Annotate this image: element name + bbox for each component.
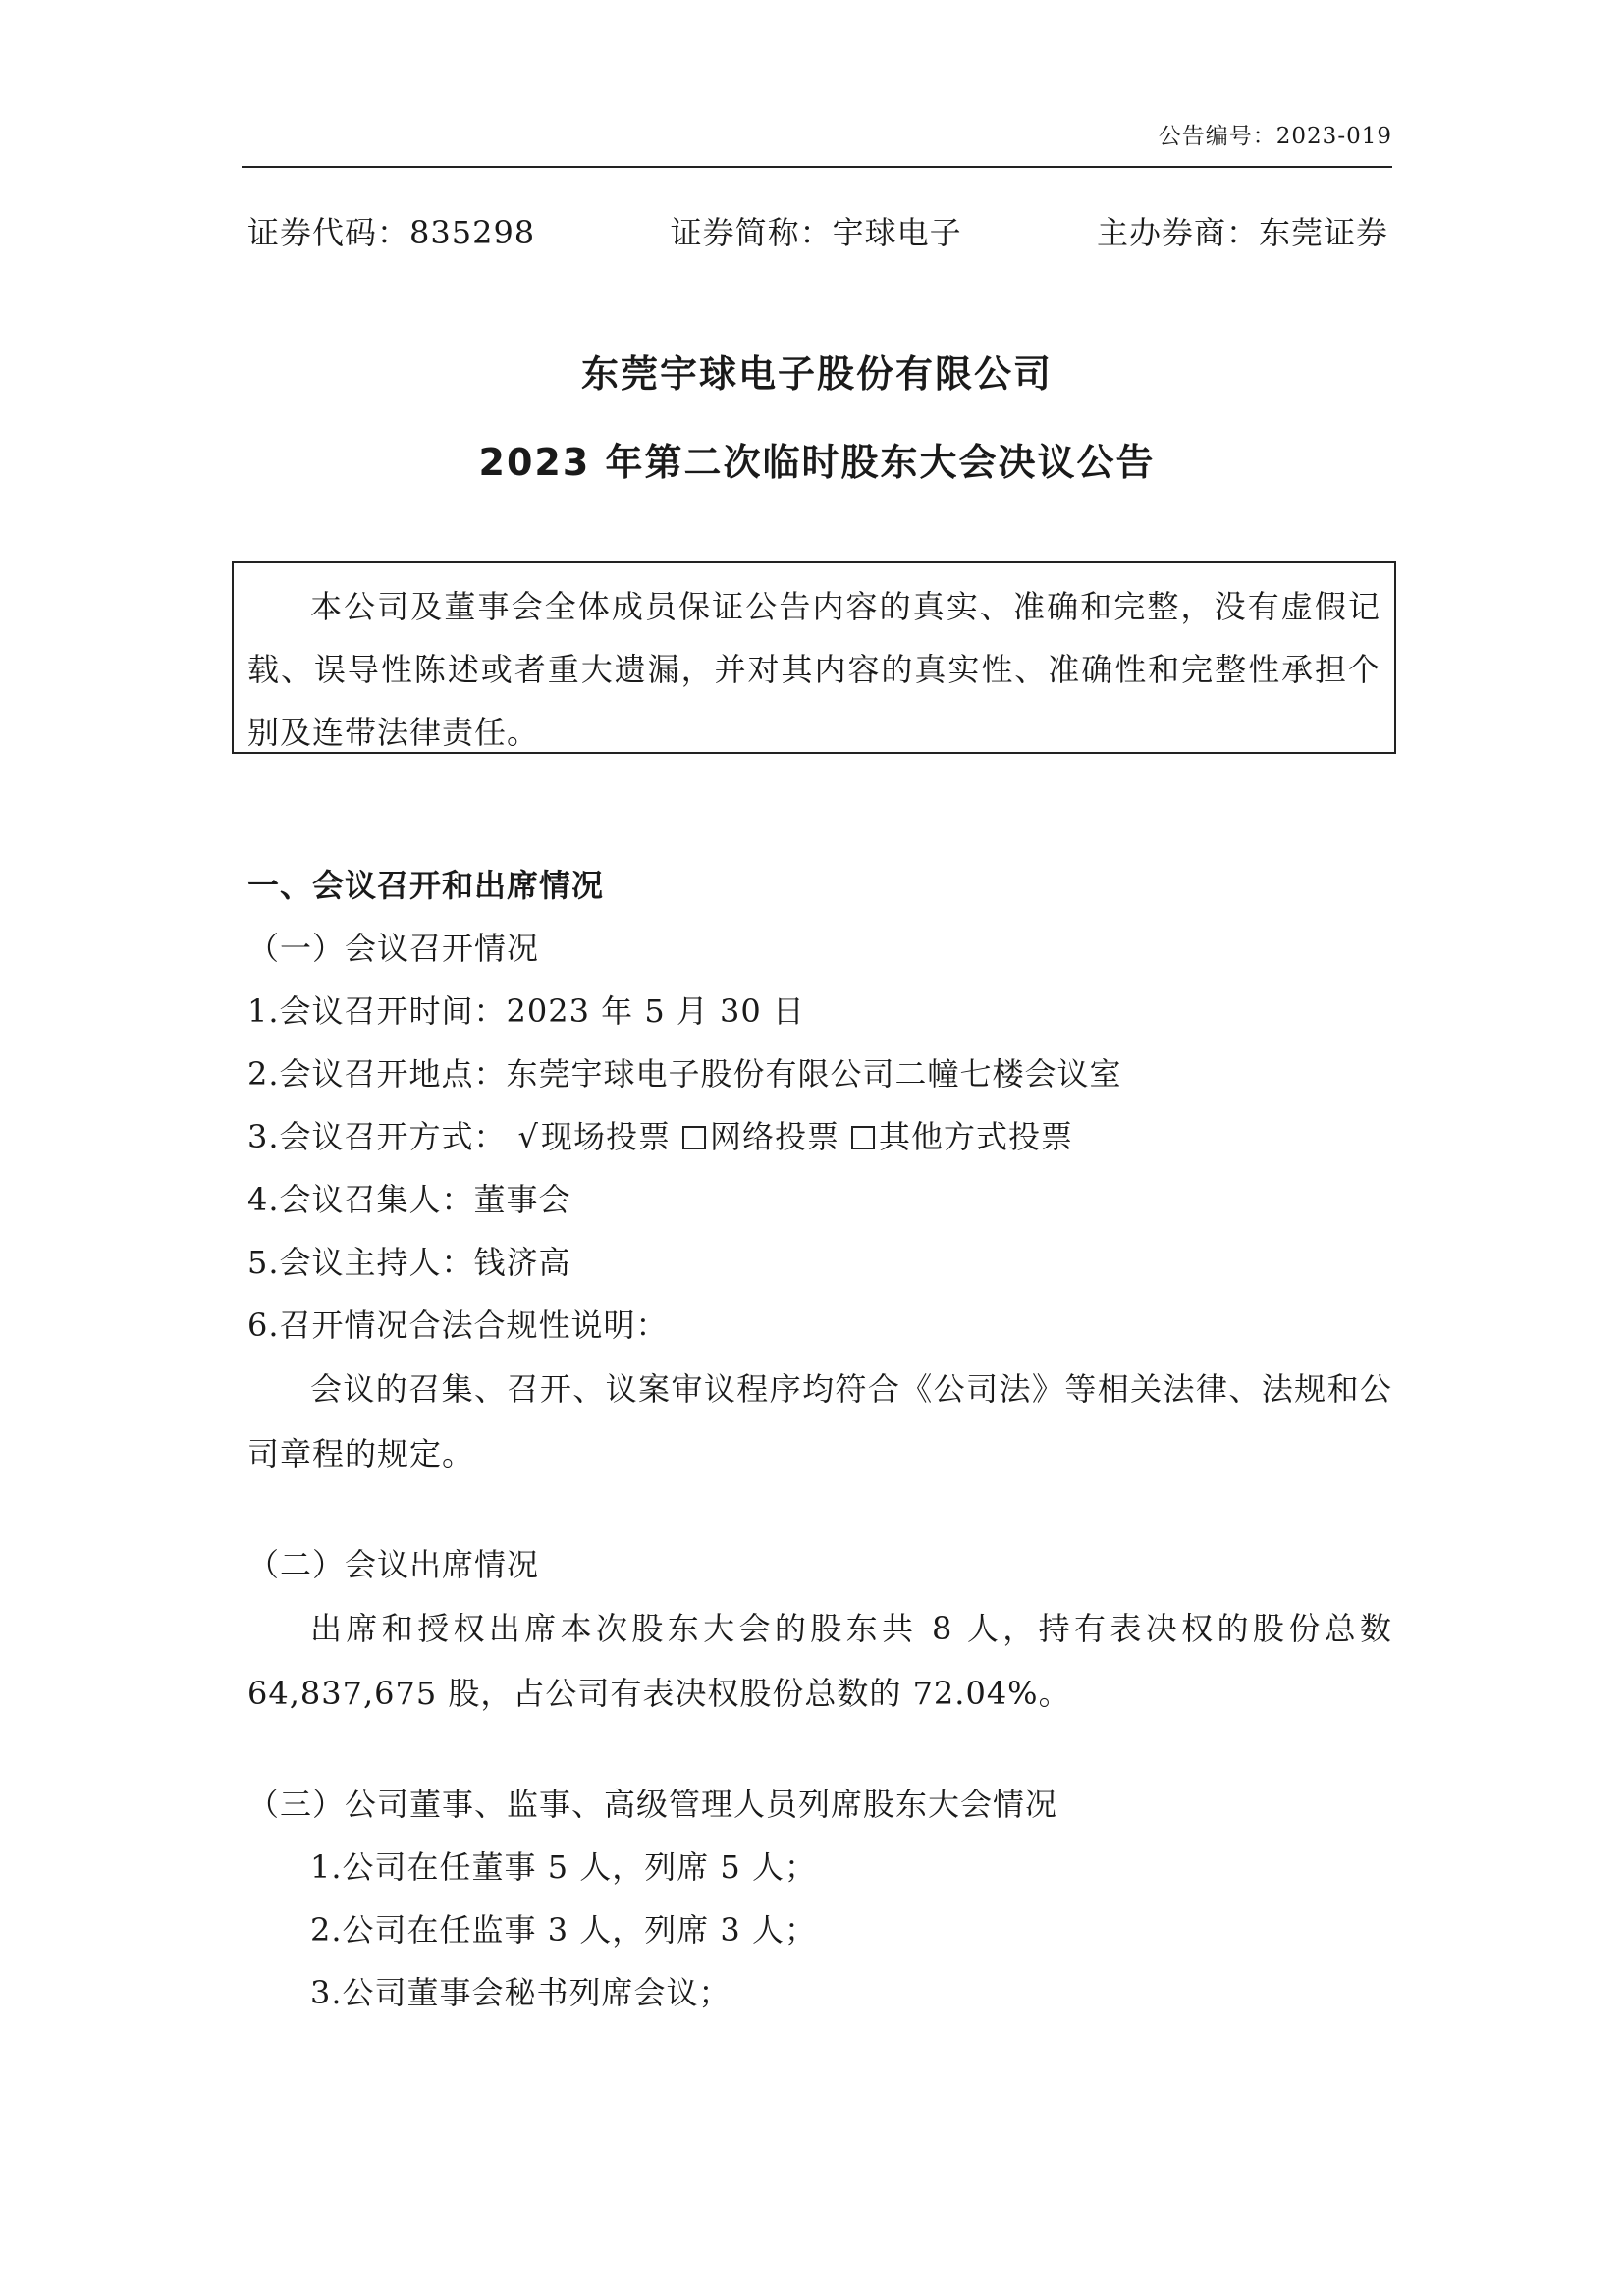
subsection-heading-attendance: （二）会议出席情况 <box>247 1546 540 1583</box>
method-other: 其他方式投票 <box>878 1118 1073 1155</box>
announcement-number: 公告编号：2023-019 <box>1158 124 1392 149</box>
disclaimer-text: 本公司及董事会全体成员保证公告内容的真实、准确和完整，没有虚假记载、误导性陈述或者重大遗漏，并对其内容的真实性、准确性和完整性承担个别及连带法律责任。 <box>247 588 1380 751</box>
directors-attendance: 1.公司在任董事 5 人，列席 5 人； <box>310 1848 817 1886</box>
meeting-time: 1.会议召开时间：2023 年 5 月 30 日 <box>247 992 805 1030</box>
supervisors-attendance: 2.公司在任监事 3 人，列席 3 人； <box>310 1911 817 1949</box>
unchecked-box-icon <box>851 1126 875 1149</box>
security-info-row <box>247 208 1388 253</box>
secretary-attendance: 3.公司董事会秘书列席会议； <box>310 1974 731 2011</box>
meeting-method-label: 3.会议召开方式： <box>247 1118 507 1155</box>
meeting-place: 2.会议召开地点：东莞宇球电子股份有限公司二幢七楼会议室 <box>247 1055 1122 1093</box>
subsection-heading-convening: （一）会议召开情况 <box>247 930 540 967</box>
announcement-title: 2023 年第二次临时股东大会决议公告 <box>478 441 1156 484</box>
header-divider <box>242 166 1392 168</box>
section-heading-meeting: 一、会议召开和出席情况 <box>247 867 605 904</box>
method-onsite: 现场投票 <box>540 1118 671 1155</box>
method-online: 网络投票 <box>709 1118 839 1155</box>
main-content <box>247 854 1392 2024</box>
sponsor-broker: 主办券商：东莞证券 <box>1096 214 1388 251</box>
unchecked-box-icon <box>682 1126 706 1149</box>
meeting-host: 5.会议主持人：钱济高 <box>247 1244 571 1281</box>
attendance-text: 出席和授权出席本次股东大会的股东共 8 人，持有表决权的股份总数 64,837,675 股，占公司有表决权股份总数的 72.04%。 <box>247 1610 1392 1712</box>
meeting-method <box>247 1105 1392 1168</box>
security-abbreviation: 证券简称：宇球电子 <box>670 214 962 251</box>
spacer <box>247 1486 1392 1533</box>
compliance-text: 会议的召集、召开、议案审议程序均符合《公司法》等相关法律、法规和公司章程的规定。 <box>247 1370 1392 1472</box>
subsection-heading-officers: （三）公司董事、监事、高级管理人员列席股东大会情况 <box>247 1786 1058 1823</box>
compliance-label: 6.召开情况合法合规性说明： <box>247 1307 669 1344</box>
disclaimer-box <box>232 561 1396 754</box>
meeting-convener: 4.会议召集人：董事会 <box>247 1181 571 1218</box>
security-code: 证券代码：835298 <box>247 214 536 251</box>
spacer <box>247 1726 1392 1773</box>
company-title: 东莞宇球电子股份有限公司 <box>580 352 1053 396</box>
checkmark-icon: √ <box>517 1118 539 1155</box>
